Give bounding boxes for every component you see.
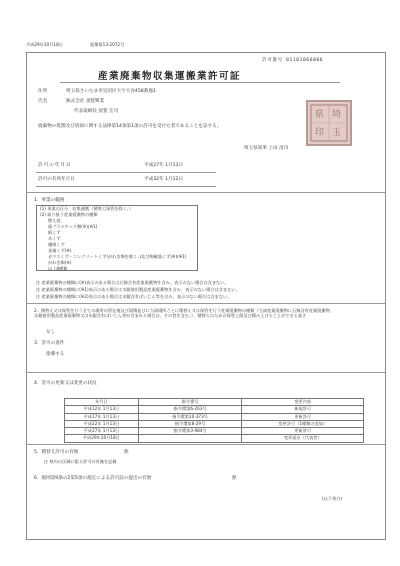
waste-item: 紙くず [48, 230, 61, 235]
history-change: 変更届出（代表者） [242, 435, 364, 442]
title-underline [60, 82, 340, 83]
section5-heading: 5．積替え許可の有無 [34, 450, 79, 455]
history-change: 更新許可 [242, 428, 364, 435]
waste-item: 繊維くず [48, 242, 65, 247]
svg-text:埼: 埼 [332, 110, 342, 120]
history-order-no: 指令環第10-373号 [138, 413, 242, 420]
waste-item: 金属くず(※) [48, 248, 72, 253]
history-date: 平成22年 1月13日 [65, 420, 139, 427]
section2-value: なし [46, 330, 56, 335]
section-divider [26, 372, 385, 373]
section4-heading: 4．許可の更新又は変更の状況 [34, 381, 97, 386]
date-underline-1 [36, 172, 216, 173]
history-date: 平成29年10月18日 [65, 435, 139, 442]
svg-text:玉: 玉 [332, 128, 342, 138]
business-category: (1) 事業の区分：収集運搬（積替え保管を除く。） [40, 206, 134, 211]
waste-item: 木くず [48, 236, 61, 241]
table-row [65, 413, 364, 420]
governor-name: 埼玉県知事 上田 清司 [244, 146, 289, 151]
section3-heading: 3．許可の条件 [34, 341, 65, 346]
header-doc-no: 廃棄第13-2072号 [90, 42, 125, 47]
section6-value: 無 [232, 476, 237, 481]
history-order-no [138, 435, 242, 442]
section-divider [26, 303, 385, 304]
section-divider [26, 192, 385, 193]
waste-item: 廃プラスチック類(※)(※1) [48, 224, 98, 229]
history-change: 変更許可（1種類の追加） [242, 420, 364, 427]
holder-company: 株式会社 須賀興業 [66, 99, 105, 104]
section5-note: 注 県内の区域に限る許可の有無を記載 [44, 459, 117, 464]
history-date: 平成17年 1月13日 [65, 413, 139, 420]
col-date-header: 年月日 [65, 399, 139, 406]
section5-value: 無 [124, 450, 129, 455]
history-order-no: 指令環第3-984号 [138, 428, 242, 435]
name-label: 氏名 [38, 99, 48, 104]
svg-text:県: 県 [315, 110, 325, 120]
permit-date-label: 許可の年月日 [38, 163, 72, 168]
waste-item: 燃え殻 [48, 218, 61, 223]
history-date: 平成12年 1月13日 [65, 406, 139, 413]
official-seal [306, 100, 352, 146]
col-order-no-header: 指令番号 [138, 399, 242, 406]
seal-graphic [308, 102, 350, 144]
history-date: 平成27年 1月13日 [65, 428, 139, 435]
permit-date-value: 平成27年 1月13日 [144, 163, 184, 168]
holder-representative: 代表取締役 須賀 宏司 [74, 109, 119, 114]
mercury-dust-note: 注 産業廃棄物の種類に(※2)表示のある場合は水銀含有ばいじん等を含み、表示のない場合は含まない。 [36, 294, 232, 299]
waste-total: 以上8種類 [48, 266, 68, 271]
section1-heading: 1．事業の範囲 [34, 198, 65, 203]
table-row [65, 428, 364, 435]
svg-text:印: 印 [315, 128, 325, 138]
table-row [65, 420, 364, 427]
section6-heading: 6．規則第9条の2第5項の規定による許可証の提出の有無 [34, 476, 152, 481]
address-label: 住所 [38, 89, 48, 94]
section2-heading: 2．積替え又は保管を行う全ての場所の所在地及び面積並びに当該場所ごとに積替え又は保管を行う産業廃棄物の種類（当該産業廃棄物に石綿含有産業廃棄物、水銀使用製品産業廃棄物又は水銀含有ばいじん等が含まれる場合は、その旨を含む。）、積替えのための保管上限及び積み上げることができる高さ [34, 308, 334, 319]
expiry-date-label: 許可の有効年月日 [38, 177, 75, 182]
closing-remark: (以下余白) [322, 496, 343, 501]
table-row [65, 435, 364, 442]
date-underline-2 [36, 186, 216, 187]
table-row [65, 406, 364, 413]
permit-title: 産業廃棄物収集運搬業許可証 [98, 71, 242, 82]
history-order-no: 指令環第8-29号 [138, 420, 242, 427]
history-header-row [65, 399, 364, 406]
permit-number: 許可番号 01101066086 [262, 58, 324, 63]
certification-statement: 廃棄物の処理及び清掃に関する法律第14条第1項の許可を受けた者であることを証する。 [38, 124, 222, 129]
col-change-header: 変更内容 [242, 399, 364, 406]
history-table [64, 398, 364, 443]
asbestos-note: 注 産業廃棄物の種類に(※)表示のある場合は石綿含有産業廃棄物を含み、表示のない場合は含まない。 [36, 280, 229, 285]
header-date: 平成29年10月18日 [26, 42, 63, 47]
section-divider [26, 444, 385, 445]
waste-item: がれき類(※) [48, 260, 72, 265]
expiry-date-value: 平成32年 1月12日 [144, 177, 184, 182]
holder-address: 埼玉県さいたま市見沼区大字大谷458番地1 [66, 89, 156, 94]
waste-types-heading: (2) 取り扱う産業廃棄物の種類 [40, 212, 98, 217]
mercury-product-note: 注 産業廃棄物の種類に(※1)表示のある場合は水銀使用製品産業廃棄物を含み、表示のない場合は含まない。 [36, 287, 240, 292]
history-change: 新規許可 [242, 406, 364, 413]
history-order-no: 指令環第6-263号 [138, 406, 242, 413]
section3-value: 指導する [46, 352, 65, 357]
waste-item: ガラスくず・コンクリートくず(がれき類を除く。)及び陶磁器くず(※)(※1) [48, 254, 187, 259]
history-change: 更新許可 [242, 413, 364, 420]
